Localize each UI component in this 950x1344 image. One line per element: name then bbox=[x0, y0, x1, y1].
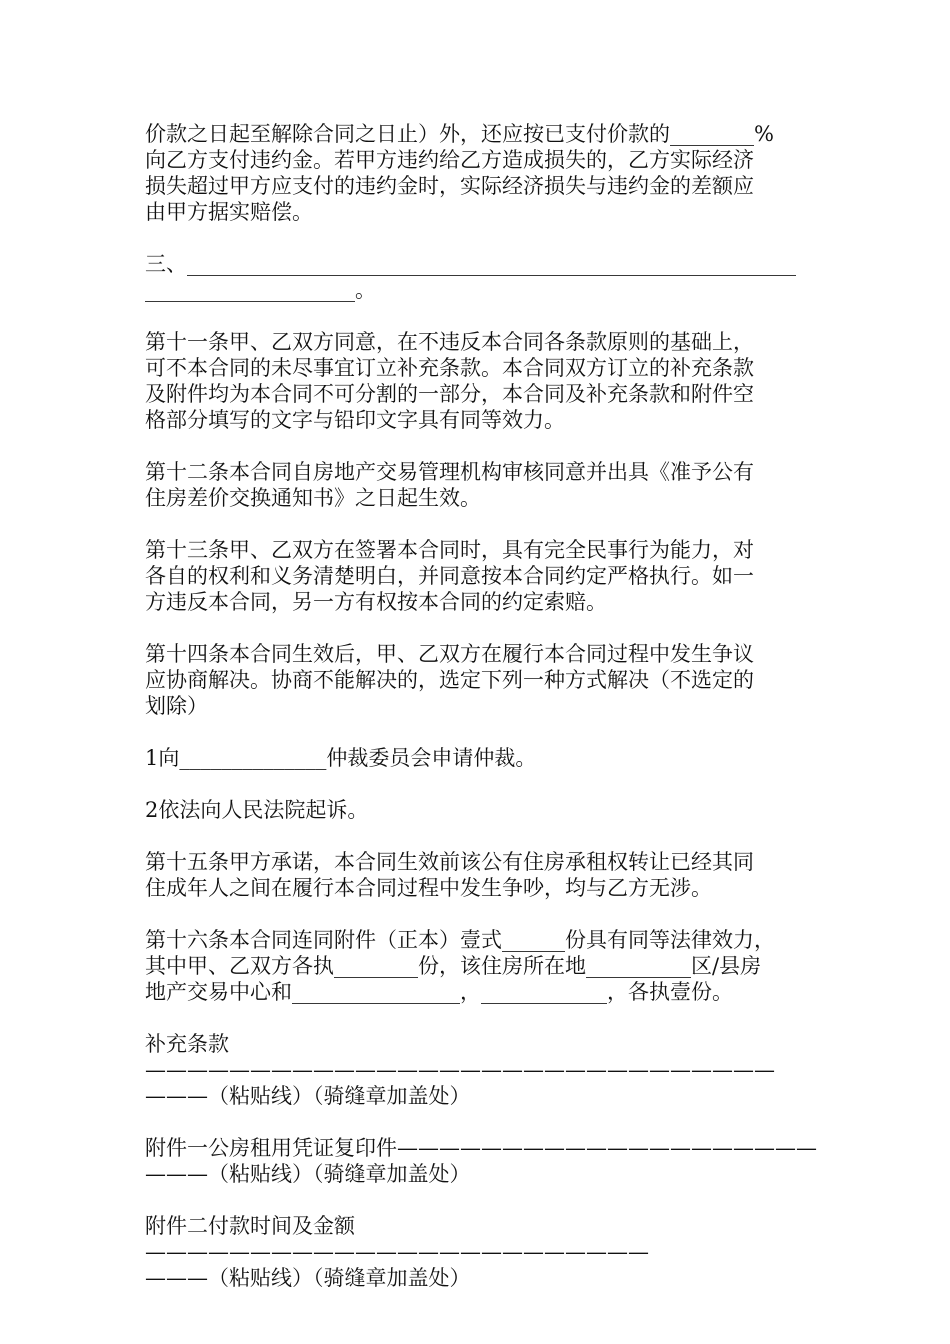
paragraph-article-12: 第十二条本合同自房地产交易管理机构审核同意并出具《准予公有 住房差价交换通知书》之日起生效。 bbox=[145, 460, 754, 510]
paragraph-article-14: 第十四条本合同生效后，甲、乙双方在履行本合同过程中发生争议 应协商解决。协商不能解决的，选定下列一种方式解决（不选定的 划除） bbox=[145, 642, 754, 718]
document-page bbox=[145, 121, 817, 1317]
paragraph-option-court: 2依法向人民法院起诉。 bbox=[145, 798, 369, 822]
paragraph-attachment-one: 附件一公房租用凭证复印件———————————————————— ———（粘贴线）（骑缝章加盖处） bbox=[145, 1136, 817, 1186]
paragraph-article-11: 第十一条甲、乙双方同意，在不违反本合同各条款原则的基础上， 可不本合同的未尽事宜订立补充条款。本合同双方订立的补充条款 及附件均为本合同不可分割的一部分，本合同及补充条款和附件空 格部分填写的文字与铅印文字具有同等效力。 bbox=[145, 330, 754, 432]
paragraph-penalty: 价款之日起至解除合同之日止）外，还应按已支付价款的________% 向乙方支付违约金。若甲方违约给乙方造成损失的，乙方实际经济 损失超过甲方应支付的违约金时，实际经济损失与违约金的差额应 由甲方据实赔偿。 bbox=[145, 122, 774, 224]
paragraph-article-15: 第十五条甲方承诺，本合同生效前该公有住房承租权转让已经其同 住成年人之间在履行本合同过程中发生争吵，均与乙方无涉。 bbox=[145, 850, 754, 900]
paragraph-article-16: 第十六条本合同连同附件（正本）壹式______份具有同等法律效力， 其中甲、乙双方各执________份，该住房所在地__________区/县房 地产交易中心和________________，____________，各执壹份。 bbox=[145, 928, 775, 1004]
paragraph-item-three: 三、__________________________________________________________ ____________________。 bbox=[145, 252, 796, 302]
paragraph-supplementary-terms: 补充条款—————————————————————————————— ———（粘贴线）（骑缝章加盖处） bbox=[145, 1032, 775, 1108]
paragraph-article-13: 第十三条甲、乙双方在签署本合同时，具有完全民事行为能力，对 各自的权利和义务清楚明白，并同意按本合同约定严格执行。如一 方违反本合同，另一方有权按本合同的约定索赔。 bbox=[145, 538, 754, 614]
paragraph-attachment-two: 附件二付款时间及金额———————————————————————— ———（粘贴线）（骑缝章加盖处） bbox=[145, 1214, 649, 1290]
paragraph-option-arbitration: 1向______________仲裁委员会申请仲裁。 bbox=[145, 746, 537, 770]
